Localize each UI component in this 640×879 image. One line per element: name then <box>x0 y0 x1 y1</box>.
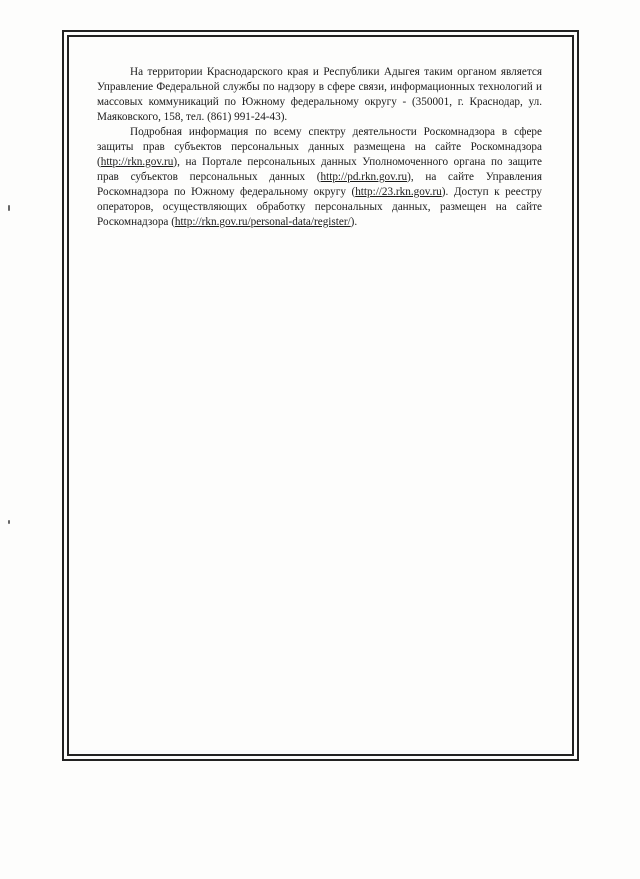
paragraph-info <box>97 125 542 230</box>
paragraph-text: ), на Портале персональных данных Уполномоченного органа по защите прав субъектов персональных данных ( <box>97 156 542 183</box>
paragraph-text: На территории Краснодарского края и Республики Адыгея таким органом является Управление Федеральной службы по надзору в сфере связи, информационных технологий и массовых коммуникаций по Южному федеральному округу - (350001, г. Краснодар, ул. Маяковского, 158, тел. (861) 991-24-43). <box>97 66 542 123</box>
paragraph-text: Подробная информация по всему спектру деятельности Роскомнадзора в сфере защиты прав субъектов персональных данных размещена на сайте Роскомнадзора ( <box>97 126 542 168</box>
document-body <box>97 65 542 230</box>
link-register[interactable]: http://rkn.gov.ru/personal-data/register/ <box>174 216 351 228</box>
scan-artifact <box>8 520 10 524</box>
paragraph-text: ). Доступ к реестру операторов, осуществляющих обработку персональных данных, размещен на сайте Роскомнадзора ( <box>97 186 542 228</box>
paragraph-text: ). <box>350 216 358 228</box>
link-rkn[interactable]: http://rkn.gov.ru <box>100 156 174 168</box>
paragraph-authority <box>97 65 542 125</box>
paragraph-text: ), на сайте Управления Роскомнадзора по Южному федеральному округу ( <box>97 171 542 198</box>
link-23-rkn[interactable]: http://23.rkn.gov.ru <box>355 186 442 198</box>
link-pd-rkn[interactable]: http://pd.rkn.gov.ru <box>320 171 408 183</box>
page-border <box>62 30 579 761</box>
scan-artifact <box>8 205 10 211</box>
